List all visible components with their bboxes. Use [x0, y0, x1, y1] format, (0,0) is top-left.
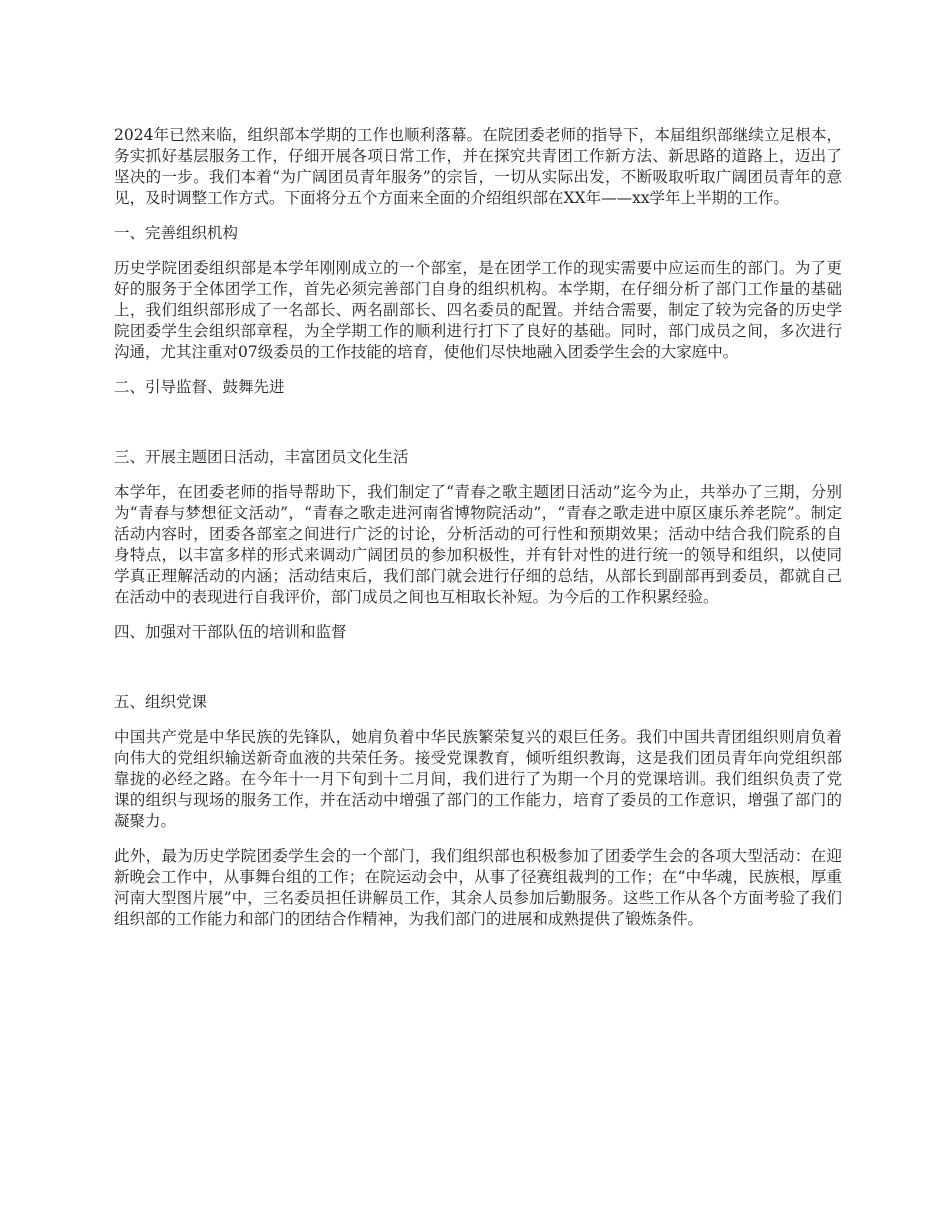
- section-heading-4: 四、加强对干部队伍的培训和监督: [114, 623, 347, 641]
- section-5-paragraph-1: 中国共产党是中华民族的先锋队，她肩负着中华民族繁荣复兴的艰巨任务。我们中国共青团组织则肩负着向伟大的党组织输送新奇血液的共荣任务。接受党课教育，倾听组织教诲，这是我们团员青年向党组织部靠拢的必经之路。在今年十一月下旬到十二月间，我们进行了为期一个月的党课培训。我们组织负责了党课的组织与现场的服务工作，并在活动中增强了部门的工作能力，培育了委员的工作意识，增强了部门的凝聚力。: [114, 728, 842, 830]
- document-page: [114, 125, 842, 944]
- section-heading-3: 三、开展主题团日活动，丰富团员文化生活: [114, 448, 409, 466]
- section-3-paragraph: 本学年，在团委老师的指导帮助下，我们制定了“青春之歌主题团日活动”迄今为止，共举办了三期，分别为“青春与梦想征文活动”，“青春之歌走进河南省博物院活动”，“青春之歌走进中原区康乐养老院”。制定活动内容时，团委各部室之间进行广泛的讨论，分析活动的可行性和预期效果；活动中结合我们院系的自身特点，以丰富多样的形式来调动广阔团员的参加积极性，并有针对性的进行统一的领导和组织，以使同学真正理解活动的内涵；活动结束后，我们部门就会进行仔细的总结，从部长到副部再到委员，都就自己在活动中的表现进行自我评价，部门成员之间也互相取长补短。为今后的工作积累经验。: [114, 483, 842, 606]
- section-heading-5: 五、组织党课: [114, 693, 208, 711]
- section-heading-1: 一、完善组织机构: [114, 224, 239, 242]
- section-1-paragraph: 历史学院团委组织部是本学年刚刚成立的一个部室，是在团学工作的现实需要中应运而生的部门。为了更好的服务于全体团学工作，首先必须完善部门自身的组织机构。本学期，在仔细分析了部门工作量的基础上，我们组织部形成了一名部长、两名副部长、四名委员的配置。并结合需要，制定了较为完备的历史学院团委学生会组织部章程，为全学期工作的顺利进行打下了良好的基础。同时，部门成员之间，多次进行沟通，尤其注重对07级委员的工作技能的培育，使他们尽快地融入团委学生会的大家庭中。: [114, 259, 842, 361]
- section-5-paragraph-2: 此外，最为历史学院团委学生会的一个部门，我们组织部也积极参加了团委学生会的各项大型活动：在迎新晚会工作中，从事舞台组的工作；在院运动会中，从事了径赛组裁判的工作；在“中华魂，民族根，厚重河南大型图片展”中，三名委员担任讲解员工作，其余人员参加后勤服务。这些工作从各个方面考验了我们组织部的工作能力和部门的团结合作精神，为我们部门的进展和成熟提供了锻炼条件。: [114, 847, 842, 928]
- section-heading-2: 二、引导监督、鼓舞先进: [114, 378, 285, 396]
- intro-paragraph: 2024年已然来临，组织部本学期的工作也顺利落幕。在院团委老师的指导下，本届组织部继续立足根本，务实抓好基层服务工作，仔细开展各项日常工作，并在探究共青团工作新方法、新思路的道路上，迈出了坚决的一步。我们本着“为广阔团员青年服务”的宗旨，一切从实际出发，不断吸取听取广阔团员青年的意见，及时调整工作方式。下面将分五个方面来全面的介绍组织部在XX年——xx学年上半期的工作。: [114, 126, 842, 207]
